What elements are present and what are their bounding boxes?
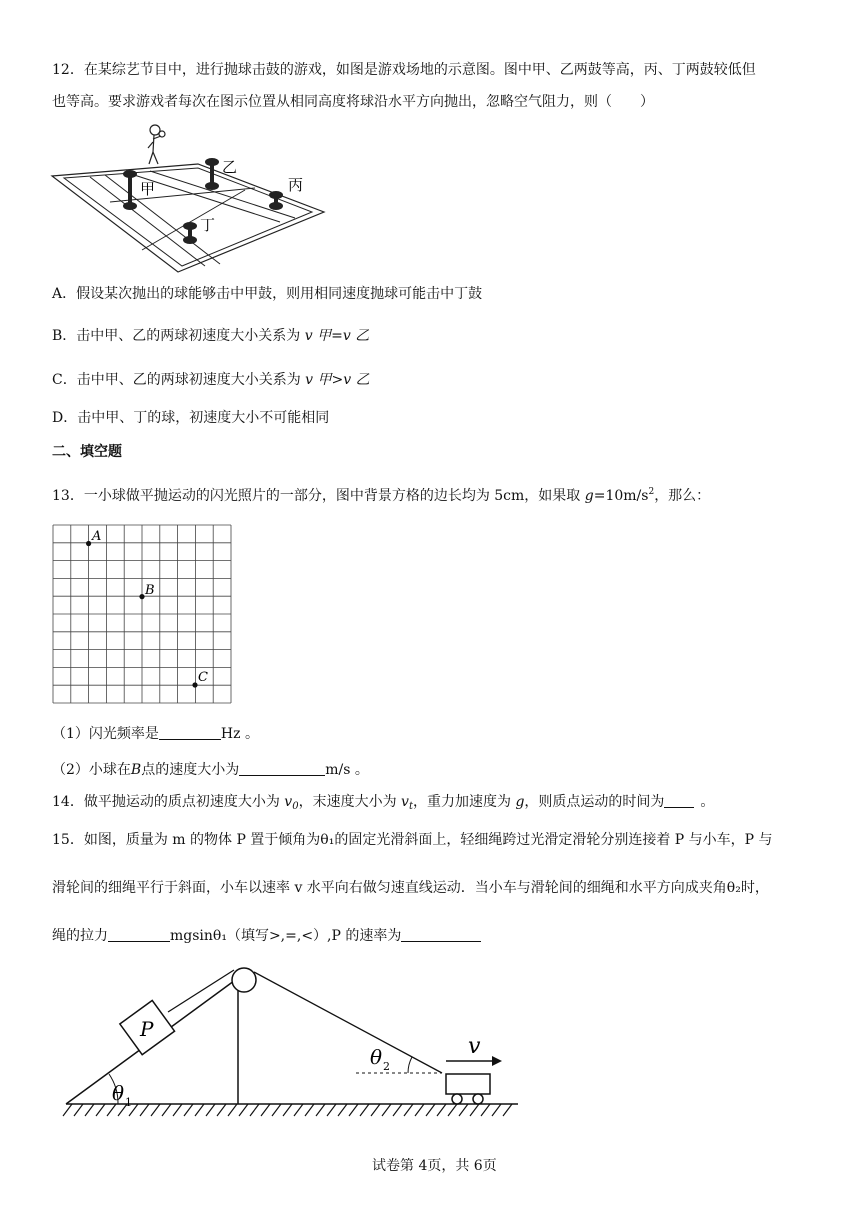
theta2-label: θ [370, 1045, 383, 1069]
q13-sub2-mid: 点的速度大小为 [141, 762, 240, 778]
q13-g-exponent: 2 [648, 487, 655, 497]
ground-hatch [63, 1104, 72, 1116]
ground-hatch [360, 1104, 369, 1116]
q13-g-symbol: g [584, 488, 594, 504]
ground-hatch [85, 1104, 94, 1116]
q12-option-b [52, 326, 369, 346]
q14-blank[interactable] [664, 793, 694, 808]
ground-hatch [305, 1104, 314, 1116]
q15-stem-line3 [52, 926, 481, 946]
q13-grid-figure [52, 524, 234, 706]
drum-label-ding: 丁 [200, 216, 216, 234]
q14-vt-sub: t [408, 801, 413, 812]
q12-option-c-text: C．击中甲、乙的两球初速度大小关系为 [52, 372, 301, 388]
ground-hatch [239, 1104, 248, 1116]
thrower-figure [148, 125, 165, 164]
ground-hatch [217, 1104, 226, 1116]
q12-stem-line2: 也等高。要求游戏者每次在图示位置从相同高度将球沿水平方向抛出，忽略空气阻力，则（ ） [52, 94, 654, 110]
ground-hatch [349, 1104, 358, 1116]
q15-line3-text: 绳的拉力 [52, 928, 108, 944]
ground-hatch [184, 1104, 193, 1116]
q12-field-figure [50, 122, 330, 274]
theta1-subscript: 1 [125, 1096, 132, 1109]
q13-stem-text: 13．一小球做平抛运动的闪光照片的一部分，图中背景方格的边长均为 5cm，如果取 [52, 488, 581, 504]
q14-text-1: 14．做平抛运动的质点初速度大小为 [52, 794, 280, 810]
q14-v0-sub: 0 [292, 801, 299, 812]
ground-hatch [107, 1104, 116, 1116]
q14-text-3: ，重力加速度为 [412, 794, 511, 810]
q12-option-a: A．假设某次抛出的球能够击中甲鼓，则用相同速度抛球可能击中丁鼓 [52, 286, 483, 302]
q13-stem-end: ，那么： [654, 488, 711, 504]
ground-hatch [74, 1104, 83, 1116]
point-b-label: B [145, 583, 155, 598]
q13-sub1-text: （1）闪光频率是 [52, 726, 159, 742]
ground-hatch [382, 1104, 391, 1116]
section-heading: 二、填空题 [52, 444, 122, 460]
q14-vt: v [401, 794, 409, 810]
q13-stem [52, 482, 710, 506]
point-b-marker [139, 594, 144, 599]
ground-hatch [338, 1104, 347, 1116]
point-c-label: C [198, 670, 208, 685]
q15-incline-figure [58, 960, 528, 1130]
q13-g-value: =10m/s [593, 488, 649, 504]
q14-text-4: ，则质点运动的时间为 [524, 794, 665, 810]
q12-option-b-text: B．击中甲、乙的两球初速度大小关系为 [52, 328, 301, 344]
ground-hatch [415, 1104, 424, 1116]
q14-end: 。 [700, 794, 715, 810]
ground-hatch [404, 1104, 413, 1116]
q14-stem [52, 792, 714, 817]
ground-hatch [140, 1104, 149, 1116]
q14-g: g [515, 794, 525, 810]
q13-sub1 [52, 724, 259, 744]
drum-label-yi: 乙 [222, 158, 238, 176]
ground-hatch [96, 1104, 105, 1116]
q15-stem-line2: 滑轮间的细绳平行于斜面，小车以速率 v 水平向右做匀速直线运动．当小车与滑轮间的细绳和水平方向成夹角θ₂时， [52, 880, 769, 896]
ground-hatch [272, 1104, 281, 1116]
drum-label-bing: 丙 [288, 176, 304, 194]
q12-stem-line1: 12．在某综艺节目中，进行抛球击鼓的游戏，如图是游戏场地的示意图。图中甲、乙两鼓等高，丙、丁两鼓较低但 [52, 62, 756, 78]
q13-sub2-point: B [130, 762, 142, 778]
point-c-marker [192, 682, 197, 687]
q15-blank-2[interactable] [401, 927, 481, 942]
ground-hatch [316, 1104, 325, 1116]
ground-hatch [162, 1104, 171, 1116]
page-footer: 试卷第 4页，共 6页 [372, 1158, 497, 1174]
ground-hatch [228, 1104, 237, 1116]
ground-hatch [206, 1104, 215, 1116]
ground-hatch [481, 1104, 490, 1116]
q13-sub2-blank[interactable] [239, 761, 325, 776]
q13-sub2-text: （2）小球在 [52, 762, 131, 778]
drum-yi-icon [205, 158, 219, 190]
ground-hatch [448, 1104, 457, 1116]
q13-sub1-unit: Hz 。 [220, 726, 259, 742]
ground-hatch [393, 1104, 402, 1116]
ground-hatch [470, 1104, 479, 1116]
q12-option-d: D．击中甲、丁的球，初速度大小不可能相同 [52, 410, 330, 426]
ground-hatch [492, 1104, 501, 1116]
q13-sub2 [52, 760, 369, 780]
q15-blank-1[interactable] [108, 927, 170, 942]
q14-v0: v [284, 794, 293, 810]
point-a-label: A [92, 529, 102, 544]
ground-hatch [173, 1104, 182, 1116]
q15-stem-line1: 15．如图，质量为 m 的物体 P 置于倾角为θ₁的固定光滑斜面上，轻细绳跨过光滑定滑轮分别连接着 P 与小车，P 与 [52, 832, 773, 848]
ground-hatch [437, 1104, 446, 1116]
ground-hatch [426, 1104, 435, 1116]
ground-hatch [294, 1104, 303, 1116]
theta2-subscript: 2 [383, 1060, 390, 1073]
pulley-icon [232, 968, 256, 992]
ground-hatch [151, 1104, 160, 1116]
q12-option-b-relation: v 甲=v 乙 [304, 328, 370, 344]
ground-hatch [371, 1104, 380, 1116]
q13-sub1-blank[interactable] [159, 725, 221, 740]
ground-hatch [283, 1104, 292, 1116]
velocity-label: v [468, 1034, 481, 1059]
ground-hatch [250, 1104, 259, 1116]
block-p-label: P [140, 1017, 154, 1041]
q15-line3-mid: mgsinθ₁（填写>,=,<）,P 的速率为 [170, 928, 402, 944]
cart-icon [446, 1074, 490, 1104]
ground-hatch [195, 1104, 204, 1116]
q14-text-2: ，末速度大小为 [298, 794, 397, 810]
theta1-label: θ [112, 1081, 125, 1105]
q13-sub2-unit: m/s 。 [325, 762, 369, 778]
q12-option-c [52, 370, 370, 390]
ground-hatch [327, 1104, 336, 1116]
ground-hatch [503, 1104, 512, 1116]
drum-ding-icon [183, 222, 197, 244]
drum-label-jia: 甲 [140, 180, 156, 198]
ground-hatch [459, 1104, 468, 1116]
point-a-marker [86, 541, 91, 546]
q12-option-c-relation: v 甲>v 乙 [305, 372, 370, 388]
ground-hatch [261, 1104, 270, 1116]
